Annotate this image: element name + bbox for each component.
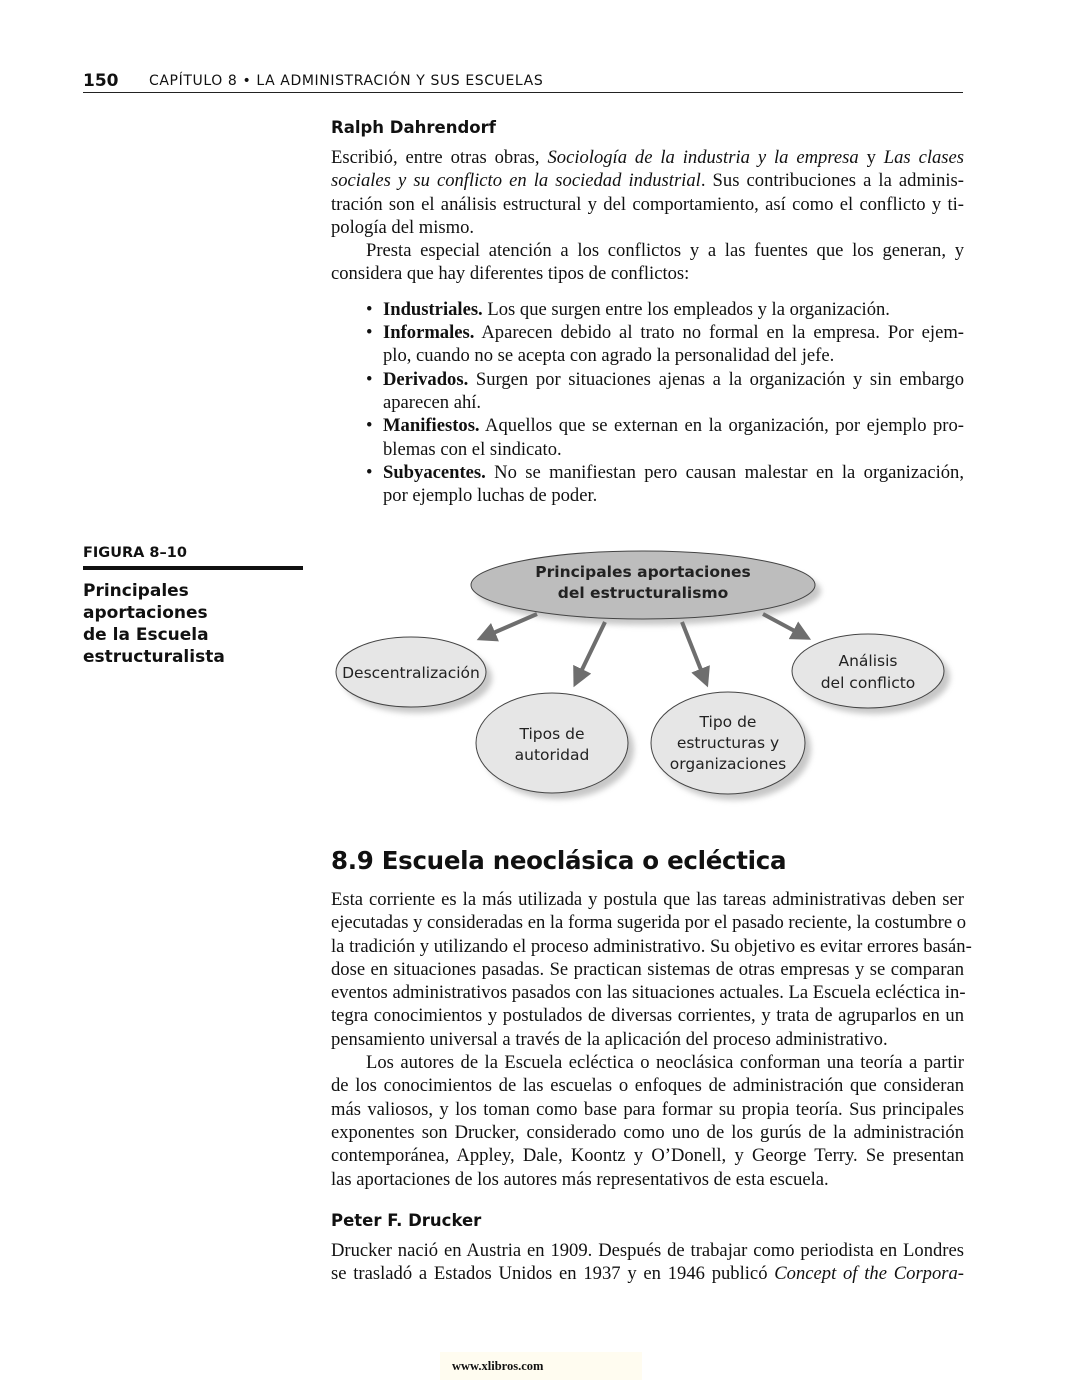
text-line: tegra conocimientos y postulados de diversas corrientes, y trata de agruparlos en un xyxy=(331,1005,964,1027)
center-label: del estructuralismo xyxy=(557,584,729,602)
term: Subyacentes. xyxy=(383,461,486,483)
description: plo, cuando no se acepta con agrado la personalidad del jefe. xyxy=(383,345,835,367)
node-conflicto xyxy=(792,634,944,708)
term: Informales. xyxy=(383,322,475,344)
text-line: Los autores de la Escuela ecléctica o neoclásica conforman una teoría a partir xyxy=(366,1052,964,1074)
center-label: Principales aportaciones xyxy=(535,563,751,581)
figure-label: FIGURA 8–10 xyxy=(83,545,303,570)
description: aparecen ahí. xyxy=(383,391,482,413)
text-line: sociales y su conflicto en la sociedad industrial. Sus contribuciones a la adminis- xyxy=(331,170,964,192)
description: por ejemplo luchas de poder. xyxy=(383,485,598,507)
description: No se manifiestan pero causan malestar en la organización, xyxy=(485,461,964,483)
arrow xyxy=(763,614,804,636)
text-line: dose en situaciones pasadas. Se practican sistemas de otras empresas y se comparan xyxy=(331,958,964,980)
text-line: ejecutadas y consideradas en la forma sugerida por el pasado reciente, la costumbre o xyxy=(331,912,967,934)
text-line: exponentes son Drucker, considerado como uno de los gurús de la administración xyxy=(331,1121,964,1143)
text-line: Presta especial atención a los conflictos y a las fuentes que los generan, y xyxy=(366,240,964,262)
chapter-title: CAPÍTULO 8 • LA ADMINISTRACIÓN Y SUS ESCUELAS xyxy=(149,73,544,89)
text-line: de los conocimientos de las escuelas o enfoques de administración que consideran xyxy=(331,1075,964,1097)
description: blemas con el sindicato. xyxy=(383,438,562,460)
text-line: Drucker nació en Austria en 1909. Después de trabajar como periodista en Londres xyxy=(331,1240,964,1261)
bullet-icon: • xyxy=(366,461,373,483)
svg-text:Tipos deautoridad: Tipos de autoridad xyxy=(514,725,590,764)
bullet-icon: • xyxy=(366,368,373,390)
section-title: 8.9 Escuela neoclásica o ecléctica xyxy=(331,846,787,875)
svg-text:Análisisdel conflicto: Análisis del conflicto xyxy=(820,652,916,692)
text-line: las aportaciones de los autores más representativos de esta escuela. xyxy=(331,1168,829,1190)
text-line: pensamiento universal a través de la aplicación del proceso administrativo. xyxy=(331,1028,888,1050)
caption-line: estructuralista xyxy=(83,647,225,667)
arrow xyxy=(484,614,537,637)
term: Industriales. xyxy=(383,298,483,320)
bullet-icon: • xyxy=(366,322,373,344)
paragraph xyxy=(331,1051,964,1191)
term: Derivados. xyxy=(383,368,469,390)
svg-text:Descentralización: Descentralización xyxy=(342,664,480,682)
description: Surgen por situaciones ajenas a la organización y sin embargo xyxy=(468,368,964,390)
svg-text:Tipo deestructuras yorganizaci: Tipo de estructuras y organizaciones xyxy=(669,713,787,773)
caption-line: Principales aportaciones xyxy=(83,581,208,623)
text-line: más valiosos, y los toman como base para formar su propia teoría. Sus principales xyxy=(331,1098,964,1120)
arrow xyxy=(682,622,705,680)
text-line: eventos administrativos pasados con las situaciones actuales. La Escuela ecléctica in- xyxy=(331,982,966,1004)
section-body xyxy=(331,888,972,1191)
bullet-icon: • xyxy=(366,298,373,320)
term: Manifiestos. xyxy=(383,415,480,437)
caption-line: de la Escuela xyxy=(83,625,209,645)
subheading-dahrendorf: Ralph Dahrendorf xyxy=(331,118,496,137)
description: Aparecen debido al trato no formal en la empresa. Por ejem- xyxy=(474,322,964,344)
node-autoridad xyxy=(476,693,628,793)
page-number: 150 xyxy=(83,71,119,91)
text-line: la tradición y utilizando el proceso administrativo. Su objetivo es evitar errores basán- xyxy=(331,935,972,957)
text-line: pología del mismo. xyxy=(331,216,475,238)
drucker-body xyxy=(331,1239,964,1286)
text-line: se trasladó a Estados Unidos en 1937 y en 1946 publicó Concept of the Corpora- xyxy=(331,1263,964,1285)
description: Aquellos que se externan en la organización, por ejemplo pro- xyxy=(479,415,964,437)
text-line: considera que hay diferentes tipos de conflictos: xyxy=(331,263,690,285)
subheading-drucker: Peter F. Drucker xyxy=(331,1211,482,1230)
description: Los que surgen entre los empleados y la organización. xyxy=(482,298,890,320)
bullet-icon: • xyxy=(366,415,373,437)
paragraph xyxy=(331,888,972,1051)
text-line: contemporánea, Appley, Dale, Koontz y O’Donell, y George Terry. Se presentan xyxy=(331,1145,964,1167)
arrow xyxy=(577,622,605,680)
text-line: Escribió, entre otras obras, Sociología de la industria y la empresa y Las clases xyxy=(331,147,965,168)
footer-url: www.xlibros.com xyxy=(440,1352,642,1380)
text-line: tración son el análisis estructural y del comportamiento, así como el conflicto y ti- xyxy=(331,193,964,215)
text-line: Esta corriente es la más utilizada y postula que las tareas administrativas deben ser xyxy=(331,889,964,910)
